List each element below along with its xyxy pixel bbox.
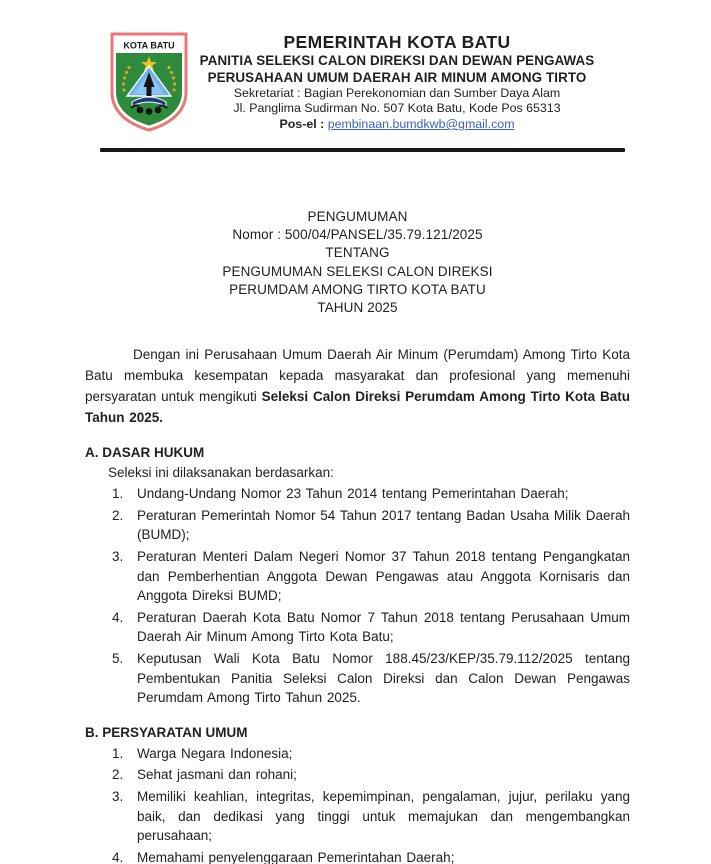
list-item-number: 4. [112,849,124,864]
tentang-label: TENTANG [325,245,390,261]
list-item-number: 3. [112,549,124,564]
document-body [85,208,630,864]
list-item-number: 2. [112,767,124,783]
address-line: Jl. Panglima Sudirman No. 507 Kota Batu, Kode Pos 65313 [233,101,561,115]
email-line [168,117,626,132]
list-item-text: Peraturan Pemerintah Nomor 54 Tahun 2017 tentang Badan Usaha Milik Daerah (BUMD); [137,507,630,543]
letterhead [0,0,711,152]
list-item-text: Undang-Undang Nomor 23 Tahun 2014 tentang Pemerintahan Daerah; [137,486,569,502]
section-b-heading: B. PERSYARATAN UMUM [85,724,248,740]
list-item-text: Warga Negara Indonesia; [137,745,293,761]
government-name: PEMERINTAH KOTA BATU [283,32,511,52]
list-item-text: Sehat jasmani dan rohani; [137,767,297,783]
list-item [112,608,630,647]
section-a-intro: Seleksi ini dilaksanakan berdasarkan: [108,465,334,481]
list-item-number: 4. [112,609,124,625]
list-item-number: 3. [112,788,124,804]
list-item [112,787,630,846]
document-title-block [85,208,630,317]
committee-name-line2: PERUSAHAAN UMUM DAERAH AIR MINUM AMONG TIRTO [207,69,587,85]
list-item [112,649,630,708]
list-item [112,744,630,764]
subject-line1: PENGUMUMAN SELEKSI CALON DIREKSI [222,263,493,279]
subject-year: TAHUN 2025 [317,300,398,316]
list-item-text: Keputusan Wali Kota Batu Nomor 188.45/23/KEP/35.79.112/2025 tentang Pembentukan Panitia Seleksi Calon Direksi dan Calon Dewan Pengawas Perumdam Among Tirto Tahun 2025. [137,650,630,706]
list-item-number: 2. [112,507,124,523]
subject-line2: PERUMDAM AMONG TIRTO KOTA BATU [229,281,486,297]
list-item-text: Peraturan Menteri Dalam Negeri Nomor 37 Tahun 2018 tentang Pengangkatan dan Pemberhentian Anggota Dewan Pengawas atau Anggota Kornisaris dan Anggota Direksi BUMD; [137,549,630,604]
letterhead-divider [100,148,625,152]
committee-name-line1: PANITIA SELEKSI CALON DIREKSI DAN DEWAN PENGAWAS [199,53,595,68]
section-dasar-hukum [85,443,630,708]
list-item-number: 5. [112,650,124,666]
intro-text: Dengan ini Perusahaan Umum Daerah Air Minum (Perumdam) Among Tirto Kota Batu membuka kesempatan kepada masyarakat dan profesional yang memenuhi persyaratan untuk mengikuti [85,347,630,405]
svg-text:KOTA BATU: KOTA BATU [123,40,175,51]
intro-paragraph [85,344,630,428]
section-persyaratan-umum [85,723,630,864]
intro-text-bold: Seleksi Calon Direksi Perumdam Among Tirto Kota Batu Tahun 2025. [85,389,630,426]
announcement-title: PENGUMUMAN [307,209,408,224]
email-link[interactable]: pembinaan.bumdkwb@gmail.com [327,117,515,131]
email-label: Pos-el : [279,117,325,131]
list-item [112,506,630,545]
list-item-number: 1. [112,486,124,502]
section-a-heading: A. DASAR HUKUM [85,445,205,461]
announcement-number: Nomor : 500/04/PANSEL/35.79.121/2025 [232,227,483,243]
list-item [112,848,630,864]
list-item [112,547,630,606]
list-item [112,765,630,785]
list-item-number: 1. [112,745,124,761]
list-item-text: Memahami penyelenggaraan Pemerintahan Daerah; [137,849,455,864]
secretariat-line: Sekretariat : Bagian Perekonomian dan Sumber Daya Alam [233,86,561,100]
list-item-text: Peraturan Daerah Kota Batu Nomor 7 Tahun 2018 tentang Perusahaan Umum Daerah Air Minum Among Tirto Kota Batu; [137,609,630,645]
list-item [112,484,630,504]
letterhead-text [168,32,626,132]
legal-basis-list [112,484,630,708]
general-requirements-list [112,744,630,864]
list-item-text: Memiliki keahlian, integritas, kepemimpinan, pengalaman, jujur, perilaku yang baik, dan dedikasi yang tinggi untuk memajukan dan mengembangkan perusahaan; [137,788,630,844]
